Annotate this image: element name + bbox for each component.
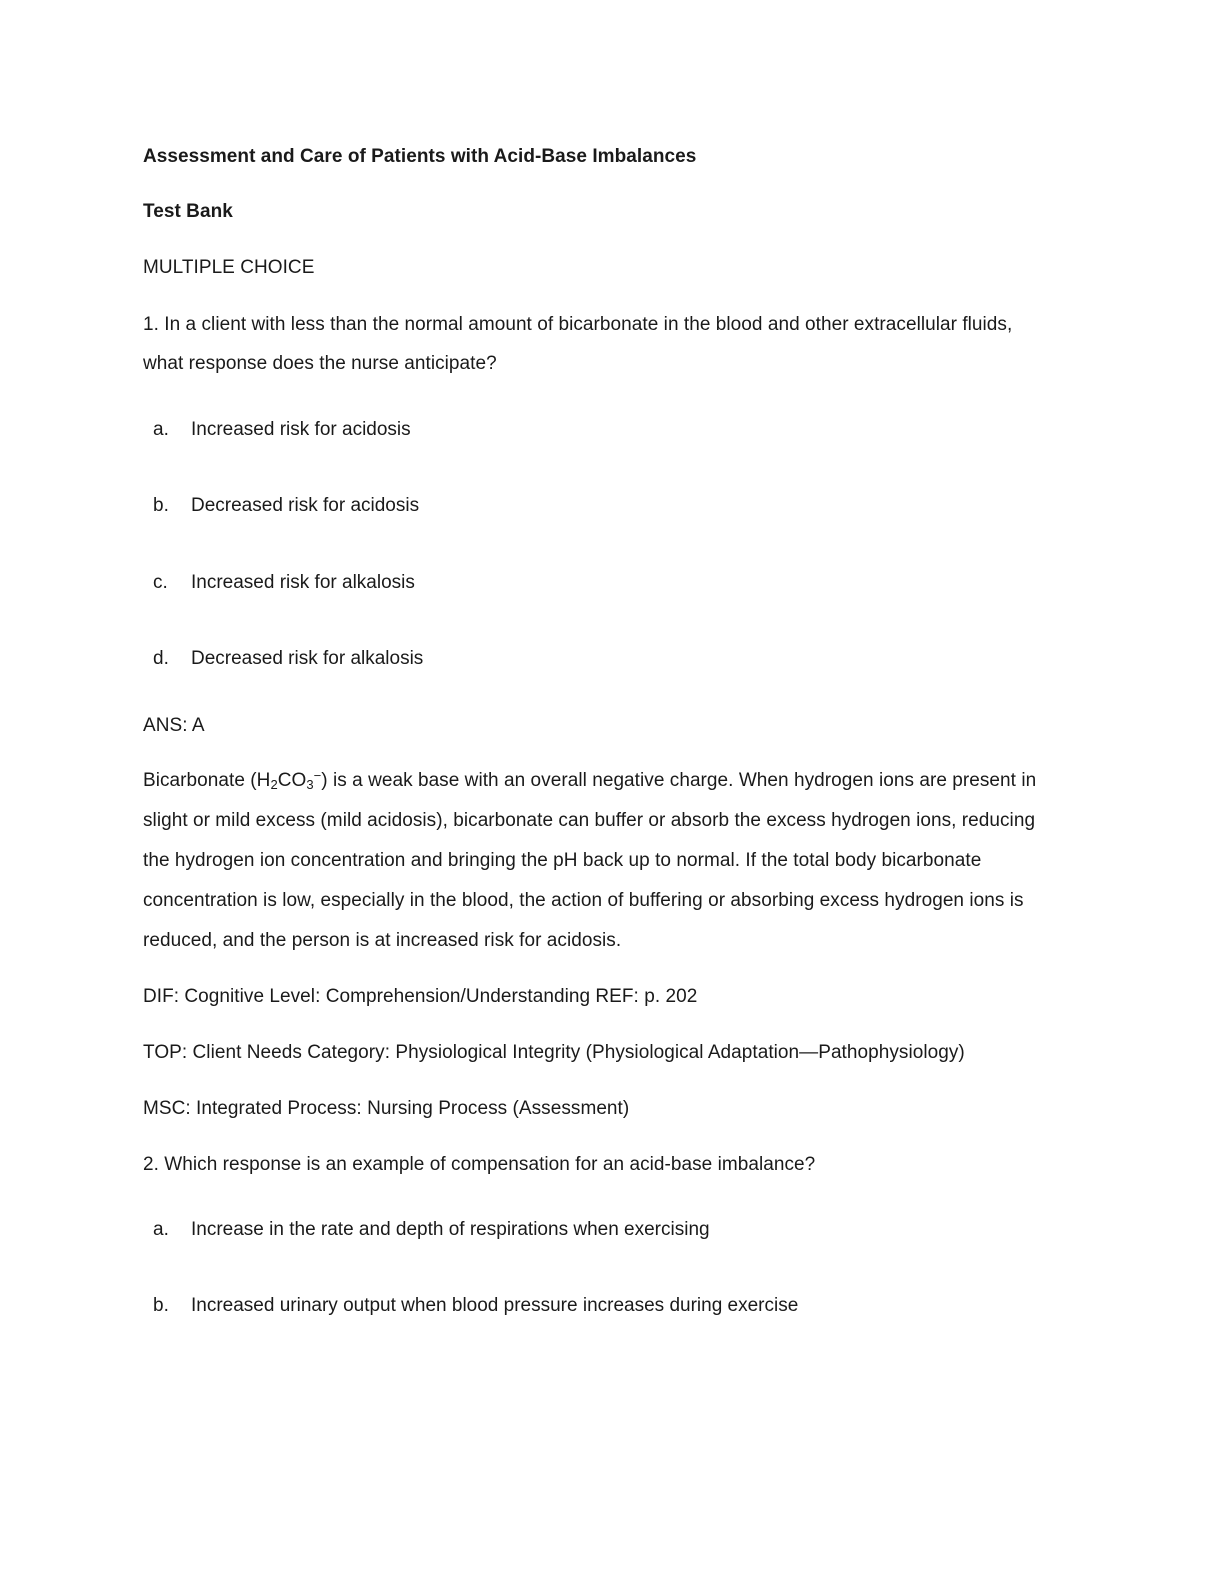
rationale-text: CO bbox=[277, 770, 307, 791]
option-text: Increased risk for acidosis bbox=[191, 419, 411, 440]
rationale-text: Bicarbonate (H bbox=[143, 770, 271, 791]
question-2-stem-line-1: 2. Which response is an example of compensation for an acid-base imbalance? bbox=[143, 1154, 816, 1175]
subscript: 3 bbox=[306, 777, 314, 792]
question-1-stem-line-1: 1. In a client with less than the normal amount of bicarbonate in the blood and other extracellular fluids, bbox=[143, 314, 1013, 335]
question-1-rationale-line-4: concentration is low, especially in the blood, the action of buffering or absorbing excess hydrogen ions is bbox=[143, 890, 1024, 911]
question-1-topic: TOP: Client Needs Category: Physiological Integrity (Physiological Adaptation—Pathophysiology) bbox=[143, 1042, 965, 1063]
subscript: 2 bbox=[270, 777, 278, 792]
superscript: − bbox=[313, 768, 322, 783]
question-1-rationale-line-3: the hydrogen ion concentration and bringing the pH back up to normal. If the total body bicarbonate bbox=[143, 850, 982, 871]
option-letter: b. bbox=[153, 1295, 169, 1316]
option-text: Decreased risk for acidosis bbox=[191, 495, 420, 516]
section-heading: MULTIPLE CHOICE bbox=[143, 257, 315, 278]
option-letter: d. bbox=[153, 648, 169, 669]
option-letter: a. bbox=[153, 419, 169, 440]
document-title: Assessment and Care of Patients with Acid-Base Imbalances bbox=[143, 146, 697, 167]
question-1-answer: ANS: A bbox=[143, 715, 205, 736]
question-1-rationale-line-5: reduced, and the person is at increased risk for acidosis. bbox=[143, 930, 622, 951]
question-1-rationale-line-1 bbox=[143, 769, 1036, 793]
question-1-difficulty: DIF: Cognitive Level: Comprehension/Understanding REF: p. 202 bbox=[143, 986, 698, 1007]
option-text: Decreased risk for alkalosis bbox=[191, 648, 424, 669]
option-text: Increased urinary output when blood pressure increases during exercise bbox=[191, 1295, 799, 1316]
option-letter: a. bbox=[153, 1219, 169, 1240]
rationale-text: ) is a weak base with an overall negative charge. When hydrogen ions are present in bbox=[321, 770, 1037, 791]
question-1-stem-line-2: what response does the nurse anticipate? bbox=[143, 353, 497, 374]
option-letter: c. bbox=[153, 572, 168, 593]
option-text: Increased risk for alkalosis bbox=[191, 572, 415, 593]
option-text: Increase in the rate and depth of respirations when exercising bbox=[191, 1219, 710, 1240]
question-1-rationale-line-2: slight or mild excess (mild acidosis), bicarbonate can buffer or absorb the excess hydrogen ions, reducing bbox=[143, 810, 1036, 831]
document-subtitle: Test Bank bbox=[143, 201, 233, 222]
question-1-msc: MSC: Integrated Process: Nursing Process (Assessment) bbox=[143, 1098, 630, 1119]
option-letter: b. bbox=[153, 495, 169, 516]
